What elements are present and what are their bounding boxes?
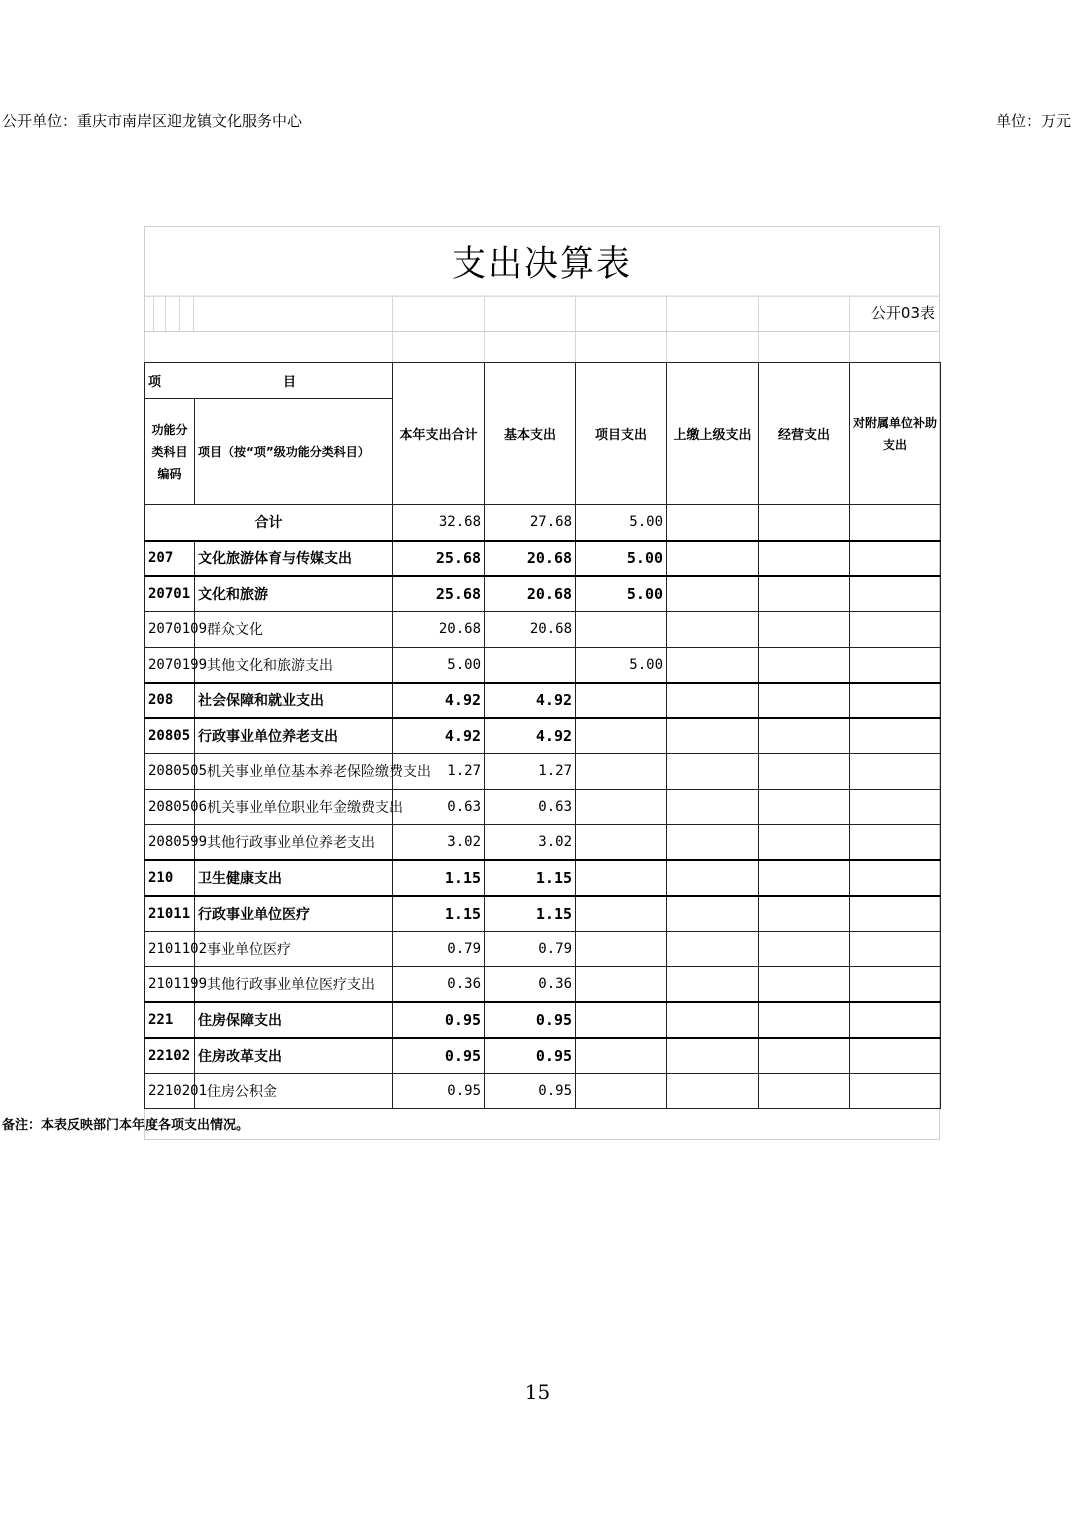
row-total: 0.36: [393, 967, 485, 1003]
header-code: 功能分类科目编码: [145, 399, 195, 505]
row-subsidy: [850, 825, 941, 861]
row-project: [576, 967, 667, 1003]
row-operation: [759, 967, 850, 1003]
row-operation: [759, 718, 850, 754]
row-code: 210: [145, 860, 195, 896]
row-total: 0.95: [393, 1038, 485, 1074]
expense-table: [144, 362, 941, 1109]
row-code: 221: [145, 1002, 195, 1038]
row-subsidy: [850, 1002, 941, 1038]
table-row: [145, 1073, 941, 1109]
row-subsidy: [850, 718, 941, 754]
row-name: 社会保障和就业支出: [195, 683, 393, 719]
row-project: [576, 718, 667, 754]
table-row: [145, 789, 941, 825]
table-note: 备注：本表反映部门本年度各项支出情况。: [2, 1118, 250, 1133]
row-upper: [667, 1038, 759, 1074]
row-upper: [667, 825, 759, 861]
row-code: 20805: [145, 718, 195, 754]
row-name: 行政事业单位医疗: [195, 896, 393, 932]
row-upper: [667, 718, 759, 754]
row-upper: [667, 754, 759, 790]
grid-divider: [153, 295, 154, 331]
table-row: [145, 931, 941, 967]
row-operation: [759, 754, 850, 790]
total-project: 5.00: [576, 505, 667, 541]
row-upper: [667, 896, 759, 932]
row-basic: 0.95: [485, 1038, 576, 1074]
row-upper: [667, 541, 759, 577]
row-basic: 0.79: [485, 931, 576, 967]
table-title: 支出决算表: [145, 225, 939, 296]
row-project: [576, 825, 667, 861]
row-total: 25.68: [393, 541, 485, 577]
row-project: [576, 612, 667, 648]
row-total: 1.27: [393, 754, 485, 790]
table-row: [145, 896, 941, 932]
header-item: 项 目: [145, 363, 393, 399]
table-row: [145, 825, 941, 861]
row-subsidy: [850, 896, 941, 932]
page-number: 15: [524, 1380, 551, 1404]
row-total: 25.68: [393, 576, 485, 612]
total-row: [145, 505, 941, 541]
row-total: 1.15: [393, 896, 485, 932]
row-code: 207: [145, 541, 195, 577]
row-project: [576, 896, 667, 932]
row-code: 2080599: [145, 825, 195, 861]
row-name: 其他文化和旅游支出: [195, 647, 393, 683]
row-upper: [667, 647, 759, 683]
row-basic: 1.27: [485, 754, 576, 790]
table-row: [145, 860, 941, 896]
table-row: [145, 1002, 941, 1038]
row-project: [576, 1002, 667, 1038]
header-subsidy: 对附属单位补助支出: [850, 363, 941, 505]
header-upper: 上缴上级支出: [667, 363, 759, 505]
row-name: 机关事业单位职业年金缴费支出: [195, 789, 393, 825]
row-name: 住房改革支出: [195, 1038, 393, 1074]
row-code: 22102: [145, 1038, 195, 1074]
row-subsidy: [850, 612, 941, 648]
row-name: 其他行政事业单位医疗支出: [195, 967, 393, 1003]
table-row: [145, 718, 941, 754]
row-basic: 1.15: [485, 860, 576, 896]
row-basic: 0.63: [485, 789, 576, 825]
row-subsidy: [850, 576, 941, 612]
row-total: 4.92: [393, 718, 485, 754]
total-operation: [759, 505, 850, 541]
row-operation: [759, 825, 850, 861]
header-basic: 基本支出: [485, 363, 576, 505]
row-project: 5.00: [576, 647, 667, 683]
row-code: 2210201: [145, 1073, 195, 1109]
row-basic: 20.68: [485, 541, 576, 577]
row-code: 20701: [145, 576, 195, 612]
row-basic: [485, 647, 576, 683]
unit-row: [145, 331, 939, 363]
row-project: [576, 860, 667, 896]
row-project: [576, 789, 667, 825]
row-subsidy: [850, 967, 941, 1003]
row-project: [576, 931, 667, 967]
form-number: 公开03表: [870, 304, 935, 322]
row-operation: [759, 1002, 850, 1038]
row-operation: [759, 1038, 850, 1074]
row-upper: [667, 789, 759, 825]
row-operation: [759, 860, 850, 896]
row-total: 5.00: [393, 647, 485, 683]
row-operation: [759, 789, 850, 825]
total-subsidy: [850, 505, 941, 541]
unit-label: 单位：万元: [995, 112, 1071, 130]
total-basic: 27.68: [485, 505, 576, 541]
row-operation: [759, 1073, 850, 1109]
grid-divider: [165, 295, 166, 331]
row-operation: [759, 576, 850, 612]
row-project: 5.00: [576, 576, 667, 612]
row-subsidy: [850, 647, 941, 683]
row-basic: 1.15: [485, 896, 576, 932]
row-name: 其他行政事业单位养老支出: [195, 825, 393, 861]
table-row: [145, 541, 941, 577]
row-upper: [667, 1002, 759, 1038]
table-row: [145, 1038, 941, 1074]
total-total: 32.68: [393, 505, 485, 541]
row-total: 0.95: [393, 1002, 485, 1038]
row-total: 4.92: [393, 683, 485, 719]
row-name: 文化和旅游: [195, 576, 393, 612]
header-operation: 经营支出: [759, 363, 850, 505]
row-upper: [667, 860, 759, 896]
row-operation: [759, 683, 850, 719]
row-total: 0.95: [393, 1073, 485, 1109]
row-basic: 20.68: [485, 576, 576, 612]
row-upper: [667, 931, 759, 967]
row-subsidy: [850, 1073, 941, 1109]
row-name: 事业单位医疗: [195, 931, 393, 967]
row-basic: 4.92: [485, 718, 576, 754]
row-operation: [759, 896, 850, 932]
total-label: 合计: [145, 505, 393, 541]
row-code: 2080506: [145, 789, 195, 825]
row-code: 2101102: [145, 931, 195, 967]
table-row: [145, 612, 941, 648]
note-row: [145, 1107, 939, 1139]
row-upper: [667, 1073, 759, 1109]
header-project: 项目支出: [576, 363, 667, 505]
row-code: 208: [145, 683, 195, 719]
row-basic: 4.92: [485, 683, 576, 719]
row-total: 0.79: [393, 931, 485, 967]
row-operation: [759, 541, 850, 577]
row-name: 行政事业单位养老支出: [195, 718, 393, 754]
row-upper: [667, 683, 759, 719]
row-basic: 0.36: [485, 967, 576, 1003]
row-subsidy: [850, 789, 941, 825]
row-name: 卫生健康支出: [195, 860, 393, 896]
row-operation: [759, 612, 850, 648]
row-project: [576, 683, 667, 719]
row-code: 21011: [145, 896, 195, 932]
row-total: 1.15: [393, 860, 485, 896]
row-operation: [759, 647, 850, 683]
row-code: 2080505: [145, 754, 195, 790]
row-basic: 3.02: [485, 825, 576, 861]
header-name: 项目（按“项”级功能分类科目）: [195, 399, 393, 505]
grid-divider: [179, 295, 180, 331]
row-code: 2070199: [145, 647, 195, 683]
row-subsidy: [850, 1038, 941, 1074]
row-project: 5.00: [576, 541, 667, 577]
row-basic: 20.68: [485, 612, 576, 648]
row-code: 2101199: [145, 967, 195, 1003]
row-name: 文化旅游体育与传媒支出: [195, 541, 393, 577]
row-code: 2070109: [145, 612, 195, 648]
row-project: [576, 1073, 667, 1109]
row-total: 20.68: [393, 612, 485, 648]
row-total: 0.63: [393, 789, 485, 825]
table-row: [145, 683, 941, 719]
table-row: [145, 576, 941, 612]
row-basic: 0.95: [485, 1002, 576, 1038]
table-row: [145, 647, 941, 683]
table-row: [145, 967, 941, 1003]
row-operation: [759, 931, 850, 967]
row-name: 群众文化: [195, 612, 393, 648]
row-upper: [667, 576, 759, 612]
row-subsidy: [850, 683, 941, 719]
total-upper: [667, 505, 759, 541]
row-subsidy: [850, 860, 941, 896]
row-name: 住房保障支出: [195, 1002, 393, 1038]
row-total: 3.02: [393, 825, 485, 861]
row-subsidy: [850, 931, 941, 967]
grid-divider: [193, 295, 194, 331]
row-name: 机关事业单位基本养老保险缴费支出: [195, 754, 393, 790]
row-upper: [667, 612, 759, 648]
table-row: [145, 754, 941, 790]
header-total: 本年支出合计: [393, 363, 485, 505]
row-upper: [667, 967, 759, 1003]
row-project: [576, 754, 667, 790]
row-name: 住房公积金: [195, 1073, 393, 1109]
reporting-org: 公开单位：重庆市南岸区迎龙镇文化服务中心: [2, 112, 303, 130]
row-project: [576, 1038, 667, 1074]
row-basic: 0.95: [485, 1073, 576, 1109]
row-subsidy: [850, 754, 941, 790]
row-subsidy: [850, 541, 941, 577]
